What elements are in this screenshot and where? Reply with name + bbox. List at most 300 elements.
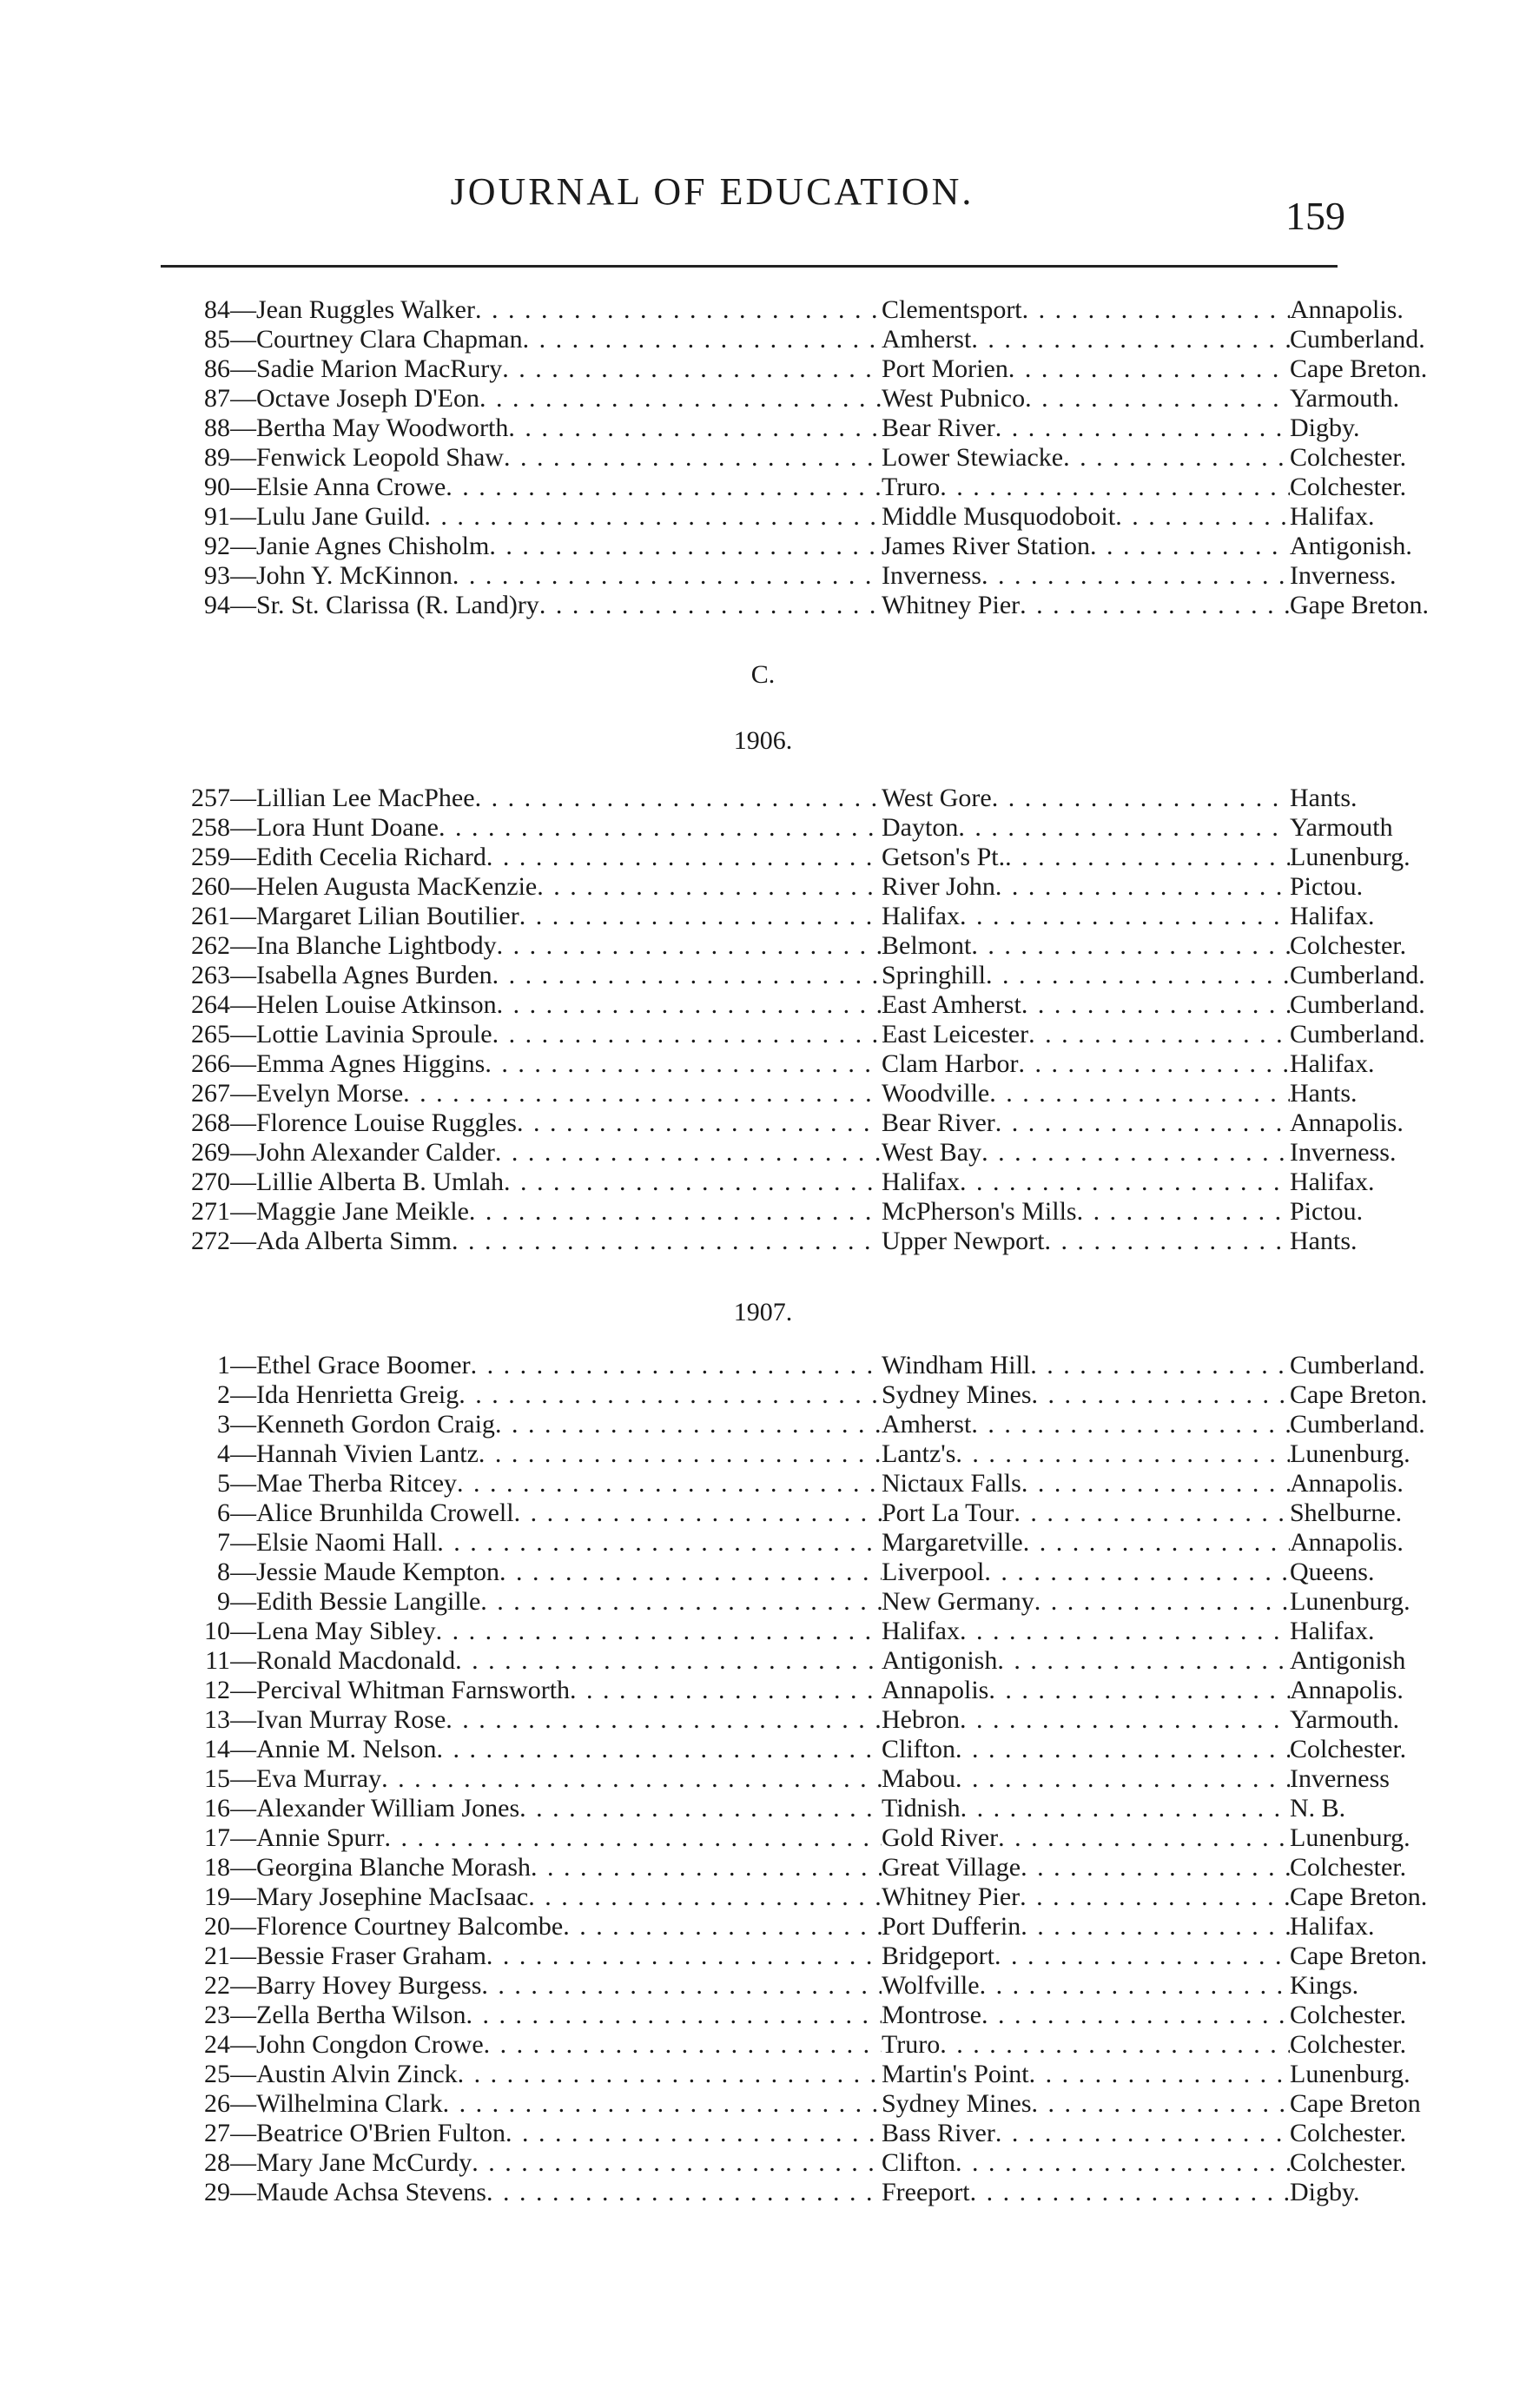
dot-leader bbox=[481, 1971, 882, 2001]
entry-place: Whitney Pier bbox=[882, 1882, 1021, 1911]
dot-leader bbox=[1014, 1498, 1290, 1528]
list-item bbox=[148, 1705, 1400, 1735]
list-item bbox=[148, 1168, 1375, 1197]
entry-place-cell bbox=[882, 473, 1290, 502]
entry-name: Lottie Lavinia Sproule bbox=[256, 1020, 492, 1049]
entry-name: Ronald Macdonald bbox=[256, 1646, 456, 1675]
entry-county: Pictou. bbox=[1290, 872, 1364, 901]
list-item bbox=[148, 473, 1407, 502]
entry-county: Colchester. bbox=[1290, 2030, 1407, 2059]
entry-number: 87 bbox=[204, 384, 230, 413]
entry-place-cell bbox=[882, 354, 1290, 384]
entry-county: Colchester. bbox=[1290, 2148, 1407, 2177]
dot-leader bbox=[955, 1764, 1290, 1794]
dot-leader bbox=[1032, 1380, 1291, 1410]
entry-name: Wilhelmina Clark bbox=[256, 2089, 443, 2118]
entry-name-cell bbox=[230, 1351, 882, 1380]
entry-dash: — bbox=[230, 1197, 256, 1226]
entry-place-cell bbox=[882, 1108, 1290, 1138]
entry-place: McPherson's Mills bbox=[882, 1197, 1077, 1226]
list-item bbox=[148, 1439, 1410, 1469]
entry-dash: — bbox=[230, 1528, 256, 1557]
entry-place: Halifax bbox=[882, 1617, 960, 1645]
list-item bbox=[148, 1498, 1403, 1528]
entry-place: Wolfville bbox=[882, 1971, 980, 2000]
dot-leader bbox=[971, 325, 1290, 354]
entry-name: Mary Josephine MacIsaac bbox=[256, 1882, 529, 1911]
entry-place-cell bbox=[882, 1528, 1290, 1558]
entry-county: Lunenburg. bbox=[1290, 1439, 1410, 1468]
entry-dash: — bbox=[230, 1469, 256, 1498]
entry-name-cell bbox=[230, 1882, 882, 1912]
entry-name-cell bbox=[230, 532, 882, 561]
dot-leader bbox=[523, 325, 882, 354]
entry-name: Lora Hunt Doane bbox=[256, 813, 439, 842]
dot-leader bbox=[492, 1020, 882, 1049]
entry-number: 270 bbox=[191, 1168, 230, 1196]
dot-leader bbox=[955, 1735, 1290, 1764]
entry-place: West Bay bbox=[882, 1138, 982, 1167]
entry-county: Pictou. bbox=[1290, 1197, 1364, 1226]
entry-number: 90 bbox=[204, 473, 230, 501]
entry-name: Maude Achsa Stevens bbox=[256, 2178, 486, 2206]
entry-place: Antigonish bbox=[882, 1646, 998, 1675]
entry-number: 91 bbox=[204, 502, 230, 531]
entry-county: Colchester. bbox=[1290, 1853, 1407, 1882]
dot-leader bbox=[992, 784, 1290, 813]
list-item bbox=[148, 2119, 1407, 2148]
entry-name: Edith Bessie Langille bbox=[256, 1587, 481, 1616]
entry-name-cell bbox=[230, 1079, 882, 1108]
entry-dash: — bbox=[230, 502, 256, 531]
entry-name-cell bbox=[230, 1853, 882, 1882]
entry-number: 266 bbox=[191, 1049, 230, 1078]
dot-leader bbox=[486, 843, 882, 872]
entry-name-cell bbox=[230, 502, 882, 532]
entry-county: Annapolis. bbox=[1290, 1469, 1404, 1498]
entry-place: Truro bbox=[882, 2030, 941, 2059]
dot-leader bbox=[981, 1138, 1290, 1168]
dot-leader bbox=[1028, 1020, 1290, 1049]
entry-name: Maggie Jane Meikle bbox=[256, 1197, 469, 1226]
entry-place-cell bbox=[882, 1853, 1290, 1882]
entry-number: 88 bbox=[204, 413, 230, 442]
entry-place-cell bbox=[882, 1498, 1290, 1528]
dot-leader bbox=[971, 931, 1290, 961]
entry-county: Cumberland. bbox=[1290, 1020, 1425, 1049]
entry-dash: — bbox=[230, 561, 256, 590]
entry-county: Colchester. bbox=[1290, 473, 1407, 501]
list-item bbox=[148, 1380, 1428, 1410]
dot-leader bbox=[439, 813, 882, 843]
dot-leader bbox=[1029, 2060, 1290, 2089]
entry-name: Edith Cecelia Richard bbox=[256, 843, 486, 871]
entry-name: Fenwick Leopold Shaw bbox=[256, 443, 504, 472]
entry-name: Annie M. Nelson bbox=[256, 1735, 437, 1763]
entry-dash: — bbox=[230, 2089, 256, 2118]
entry-number: 22 bbox=[204, 1971, 230, 2000]
dot-leader bbox=[994, 1942, 1290, 1971]
entry-number: 267 bbox=[191, 1079, 230, 1108]
dot-leader bbox=[437, 1528, 882, 1558]
list-item bbox=[148, 2001, 1407, 2030]
entry-number: 9 bbox=[217, 1587, 230, 1616]
entry-dash: — bbox=[230, 1617, 256, 1645]
entry-dash: — bbox=[230, 384, 256, 413]
entry-name: Florence Courtney Balcombe bbox=[256, 1912, 564, 1941]
entry-county: Antigonish bbox=[1290, 1646, 1406, 1675]
entry-number: 16 bbox=[204, 1794, 230, 1823]
entry-number: 2 bbox=[217, 1380, 230, 1409]
entry-name: Annie Spurr bbox=[256, 1823, 385, 1852]
dot-leader bbox=[1020, 1882, 1290, 1912]
entry-place: Getson's Pt. bbox=[882, 843, 1006, 871]
entry-dash: — bbox=[230, 843, 256, 871]
entry-dash: — bbox=[230, 1049, 256, 1078]
entry-name: Helen Louise Atkinson bbox=[256, 990, 497, 1019]
entry-place-cell bbox=[882, 1705, 1290, 1735]
entry-county: Cape Breton. bbox=[1290, 354, 1428, 383]
entry-place: Martin's Point bbox=[882, 2060, 1029, 2088]
entry-dash: — bbox=[230, 1351, 256, 1379]
entry-number: 93 bbox=[204, 561, 230, 590]
dot-leader bbox=[459, 1380, 882, 1410]
entry-place: Whitney Pier bbox=[882, 591, 1021, 619]
entry-place-cell bbox=[882, 295, 1290, 325]
entry-place: Middle Musquodoboit bbox=[882, 502, 1116, 531]
entry-name: John Alexander Calder bbox=[256, 1138, 495, 1167]
list-item bbox=[148, 1351, 1425, 1380]
entry-county: Cape Breton. bbox=[1290, 1882, 1428, 1911]
entry-number: 13 bbox=[204, 1705, 230, 1734]
entry-name-cell bbox=[230, 591, 882, 620]
entry-place-cell bbox=[882, 1942, 1290, 1971]
entry-name-cell bbox=[230, 813, 882, 843]
entry-place-cell bbox=[882, 1882, 1290, 1912]
entry-place-cell bbox=[882, 2148, 1290, 2178]
dot-leader bbox=[981, 561, 1290, 591]
dot-leader bbox=[519, 1794, 882, 1823]
entry-name-cell bbox=[230, 561, 882, 591]
entry-place-cell bbox=[882, 532, 1290, 561]
page-number: 159 bbox=[1285, 194, 1345, 238]
entry-name-cell bbox=[230, 2119, 882, 2148]
entry-place: Clifton bbox=[882, 1735, 956, 1763]
entry-number: 263 bbox=[191, 961, 230, 989]
entry-dash: — bbox=[230, 1227, 256, 1255]
list-item bbox=[148, 413, 1360, 443]
list-item bbox=[148, 1227, 1358, 1256]
entry-name-cell bbox=[230, 1764, 882, 1794]
dot-leader bbox=[497, 931, 882, 961]
dot-leader bbox=[998, 1823, 1290, 1853]
entry-county: Annapolis. bbox=[1290, 1108, 1404, 1137]
entry-place-cell bbox=[882, 1197, 1290, 1227]
list-item bbox=[148, 1794, 1346, 1823]
entry-name: John Congdon Crowe bbox=[256, 2030, 484, 2059]
entry-dash: — bbox=[230, 1108, 256, 1137]
list-item bbox=[148, 1942, 1428, 1971]
entry-place-cell bbox=[882, 561, 1290, 591]
entry-dash: — bbox=[230, 1676, 256, 1704]
entry-name: Jessie Maude Kempton bbox=[256, 1558, 499, 1586]
dot-leader bbox=[1023, 1528, 1290, 1558]
entry-place: Mabou bbox=[882, 1764, 955, 1793]
entry-name-cell bbox=[230, 931, 882, 961]
entry-dash: — bbox=[230, 1853, 256, 1882]
entry-name-cell bbox=[230, 384, 882, 413]
dot-leader bbox=[505, 2119, 882, 2148]
dot-leader bbox=[570, 1676, 882, 1705]
dot-leader bbox=[519, 902, 882, 931]
dot-leader bbox=[1077, 1197, 1290, 1227]
entry-dash: — bbox=[230, 931, 256, 960]
list-item bbox=[148, 1912, 1375, 1942]
entry-place: Montrose bbox=[882, 2001, 981, 2029]
entry-place-cell bbox=[882, 2178, 1290, 2207]
entry-county: Halifax. bbox=[1290, 502, 1375, 531]
entry-name-cell bbox=[230, 1942, 882, 1971]
entry-name: Beatrice O'Brien Fulton bbox=[256, 2119, 506, 2147]
dot-leader bbox=[479, 384, 882, 413]
entry-dash: — bbox=[230, 990, 256, 1019]
entry-number: 92 bbox=[204, 532, 230, 560]
year-heading-1907: 1907. bbox=[733, 1298, 793, 1326]
entry-name-cell bbox=[230, 2060, 882, 2089]
year-heading-1906: 1906. bbox=[733, 726, 793, 755]
entry-name-cell bbox=[230, 1168, 882, 1197]
entry-name: Octave Joseph D'Eon bbox=[256, 384, 480, 413]
entry-dash: — bbox=[230, 961, 256, 989]
dot-leader bbox=[1032, 2089, 1291, 2119]
dot-leader bbox=[1020, 591, 1290, 620]
entry-number: 19 bbox=[204, 1882, 230, 1911]
entry-place: Bear River bbox=[882, 1108, 995, 1137]
entry-place: Tidnish bbox=[882, 1794, 961, 1823]
entry-place-cell bbox=[882, 1735, 1290, 1764]
entry-name-cell bbox=[230, 1138, 882, 1168]
list-item bbox=[148, 2060, 1410, 2089]
entry-county: Antigonish. bbox=[1290, 532, 1412, 560]
entry-dash: — bbox=[230, 1558, 256, 1586]
entry-place: Lower Stewiacke bbox=[882, 443, 1064, 472]
entry-name-cell bbox=[230, 1735, 882, 1764]
entry-dash: — bbox=[230, 1168, 256, 1196]
entry-name-cell bbox=[230, 1971, 882, 2001]
entry-place: Margaretville bbox=[882, 1528, 1023, 1557]
entry-name-cell bbox=[230, 2148, 882, 2178]
entry-name-cell bbox=[230, 443, 882, 473]
dot-leader bbox=[499, 1558, 882, 1587]
entry-name: Janie Agnes Chisholm bbox=[256, 532, 490, 560]
entry-place: Halifax bbox=[882, 1168, 960, 1196]
entry-county: Annapolis. bbox=[1290, 1528, 1404, 1557]
list-item bbox=[148, 532, 1412, 561]
entry-place: West Gore bbox=[882, 784, 992, 812]
entry-name: Mae Therba Ritcey bbox=[256, 1469, 458, 1498]
entry-place-cell bbox=[882, 931, 1290, 961]
dot-leader bbox=[1115, 502, 1290, 532]
entry-place: James River Station bbox=[882, 532, 1090, 560]
entry-name: Elsie Naomi Hall bbox=[256, 1528, 438, 1557]
entry-number: 89 bbox=[204, 443, 230, 472]
dot-leader bbox=[960, 1705, 1290, 1735]
entry-dash: — bbox=[230, 2119, 256, 2147]
entry-name-cell bbox=[230, 413, 882, 443]
list-item bbox=[148, 443, 1407, 473]
entry-dash: — bbox=[230, 1587, 256, 1616]
list-item bbox=[148, 1528, 1404, 1558]
entry-place-cell bbox=[882, 813, 1290, 843]
entry-name-cell bbox=[230, 1528, 882, 1558]
entry-county: Colchester. bbox=[1290, 2119, 1407, 2147]
entry-number: 272 bbox=[191, 1227, 230, 1255]
entry-dash: — bbox=[230, 1138, 256, 1167]
entry-number: 259 bbox=[191, 843, 230, 871]
entry-place-cell bbox=[882, 1439, 1290, 1469]
entry-number: 86 bbox=[204, 354, 230, 383]
dot-leader bbox=[971, 1410, 1290, 1439]
entry-county: Halifax. bbox=[1290, 1168, 1375, 1196]
entry-county: Inverness. bbox=[1290, 1138, 1397, 1167]
entry-name: Sr. St. Clarissa (R. Land)ry bbox=[256, 591, 539, 619]
entry-name: Ada Alberta Simm bbox=[256, 1227, 452, 1255]
dot-leader bbox=[502, 354, 882, 384]
dot-leader bbox=[1030, 1351, 1290, 1380]
entry-county: Yarmouth. bbox=[1290, 384, 1400, 413]
entry-name: Austin Alvin Zinck bbox=[256, 2060, 458, 2088]
entry-name: Lena May Sibley bbox=[256, 1617, 436, 1645]
entry-number: 6 bbox=[217, 1498, 230, 1527]
entry-place: Sydney Mines bbox=[882, 2089, 1032, 2118]
entry-number: 258 bbox=[191, 813, 230, 842]
entry-place: Woodville bbox=[882, 1079, 990, 1108]
entry-county: Cape Breton. bbox=[1290, 1942, 1428, 1970]
entry-number: 7 bbox=[217, 1528, 230, 1557]
dot-leader bbox=[436, 1617, 882, 1646]
dot-leader bbox=[517, 1108, 882, 1138]
entry-name: Emma Agnes Higgins bbox=[256, 1049, 486, 1078]
list-item bbox=[148, 961, 1425, 990]
entry-number: 84 bbox=[204, 295, 230, 324]
entry-place: Clementsport bbox=[882, 295, 1022, 324]
entry-name: Bertha May Woodworth bbox=[256, 413, 509, 442]
entry-dash: — bbox=[230, 1764, 256, 1793]
entry-place: Inverness bbox=[882, 561, 981, 590]
list-item bbox=[148, 1558, 1375, 1587]
entry-county: Colchester. bbox=[1290, 2001, 1407, 2029]
entry-number: 85 bbox=[204, 325, 230, 354]
dot-leader bbox=[466, 2001, 882, 2030]
entry-name: Lillian Lee MacPhee bbox=[256, 784, 475, 812]
entry-number: 265 bbox=[191, 1020, 230, 1049]
list-item bbox=[148, 354, 1428, 384]
dot-leader bbox=[508, 413, 882, 443]
entry-name-cell bbox=[230, 961, 882, 990]
list-item bbox=[148, 2148, 1407, 2178]
list-item bbox=[148, 502, 1375, 532]
entry-number: 27 bbox=[204, 2119, 230, 2147]
entry-dash: — bbox=[230, 354, 256, 383]
entry-name-cell bbox=[230, 1410, 882, 1439]
entry-number: 5 bbox=[217, 1469, 230, 1498]
entry-place-cell bbox=[882, 1227, 1290, 1256]
entry-name-cell bbox=[230, 1498, 882, 1528]
entry-place: Annapolis bbox=[882, 1676, 989, 1704]
list-item bbox=[148, 1108, 1404, 1138]
entry-place-cell bbox=[882, 1049, 1290, 1079]
entry-number: 271 bbox=[191, 1197, 230, 1226]
entry-place: Great Village bbox=[882, 1853, 1021, 1882]
entry-county: Cumberland. bbox=[1290, 325, 1425, 354]
dot-leader bbox=[436, 1735, 882, 1764]
entry-number: 21 bbox=[204, 1942, 230, 1970]
entry-dash: — bbox=[230, 1735, 256, 1763]
entry-name-cell bbox=[230, 1469, 882, 1498]
list-item bbox=[148, 1469, 1404, 1498]
entry-place: Halifax bbox=[882, 902, 960, 930]
list-item bbox=[148, 1410, 1425, 1439]
entry-place: Bear River bbox=[882, 413, 995, 442]
entry-name: Ida Henrietta Greig bbox=[256, 1380, 459, 1409]
entry-name: Sadie Marion MacRury bbox=[256, 354, 503, 383]
dot-leader bbox=[989, 1079, 1290, 1108]
entry-name: Eva Murray bbox=[256, 1764, 382, 1793]
list-item bbox=[148, 295, 1404, 325]
entry-dash: — bbox=[230, 1823, 256, 1852]
dot-leader bbox=[446, 1705, 882, 1735]
entry-number: 12 bbox=[204, 1676, 230, 1704]
entry-place: West Pubnico bbox=[882, 384, 1026, 413]
entry-place: Clam Harbor bbox=[882, 1049, 1019, 1078]
entry-dash: — bbox=[230, 2178, 256, 2206]
entry-county: Colchester. bbox=[1290, 931, 1407, 960]
entry-place: River John bbox=[882, 872, 995, 901]
entry-place-cell bbox=[882, 961, 1290, 990]
entry-dash: — bbox=[230, 413, 256, 442]
entry-dash: — bbox=[230, 2060, 256, 2088]
entry-number: 261 bbox=[191, 902, 230, 930]
dot-leader bbox=[1021, 1912, 1290, 1942]
entry-place: Windham Hill bbox=[882, 1351, 1031, 1379]
entry-county: Cumberland. bbox=[1290, 1351, 1425, 1379]
entry-number: 260 bbox=[191, 872, 230, 901]
dot-leader bbox=[1022, 295, 1290, 325]
entry-place: Bass River bbox=[882, 2119, 995, 2147]
dot-leader bbox=[452, 1227, 882, 1256]
entry-place: Gold River bbox=[882, 1823, 999, 1852]
entry-place-cell bbox=[882, 443, 1290, 473]
entry-name: Helen Augusta MacKenzie bbox=[256, 872, 538, 901]
entry-number: 269 bbox=[191, 1138, 230, 1167]
entry-place-cell bbox=[882, 502, 1290, 532]
dot-leader bbox=[955, 2148, 1290, 2178]
entry-name-cell bbox=[230, 1587, 882, 1617]
entry-name: Courtney Clara Chapman bbox=[256, 325, 523, 354]
entry-place-cell bbox=[882, 1469, 1290, 1498]
entry-county: Hants. bbox=[1290, 784, 1358, 812]
entry-place: Truro bbox=[882, 473, 941, 501]
entry-place-cell bbox=[882, 384, 1290, 413]
entry-dash: — bbox=[230, 902, 256, 930]
entry-number: 1 bbox=[217, 1351, 230, 1379]
list-item bbox=[148, 591, 1429, 620]
entry-name: Hannah Vivien Lantz bbox=[256, 1439, 479, 1468]
dot-leader bbox=[486, 2178, 882, 2207]
entry-county: Kings. bbox=[1290, 1971, 1359, 2000]
entry-number: 264 bbox=[191, 990, 230, 1019]
list-item bbox=[148, 813, 1393, 843]
